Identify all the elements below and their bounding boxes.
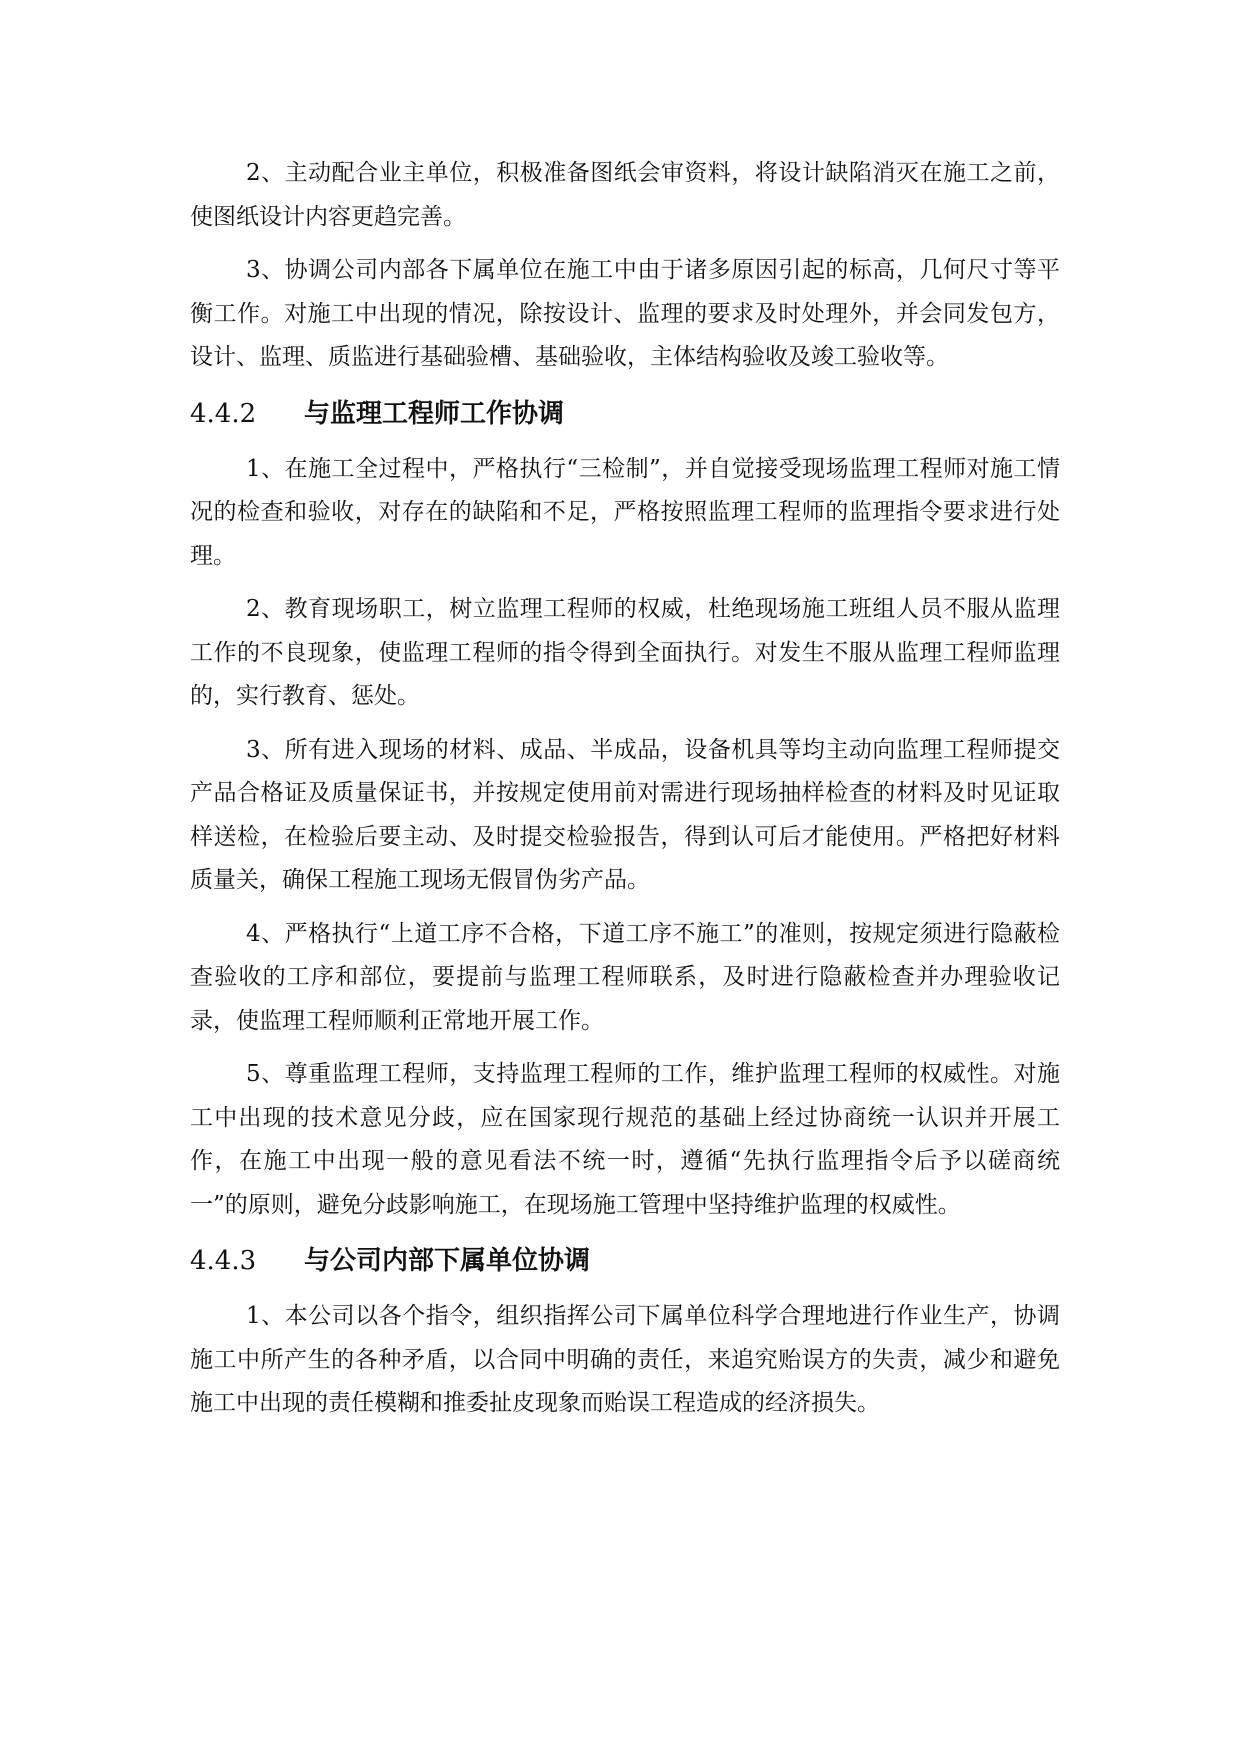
section-heading-4-4-2: [190, 390, 1060, 438]
paragraph: 1、在施工全过程中，严格执行“三检制”，并自觉接受现场监理工程师对施工情况的检查和验收，对存在的缺陷和不足，严格按照监理工程师的监理指令要求进行处理。: [190, 455, 1060, 569]
section-title: 与公司内部下属单位协调: [304, 1246, 591, 1276]
paragraph: 3、协调公司内部各下属单位在施工中由于诸多原因引起的标高，几何尺寸等平衡工作。对施工中出现的情况，除按设计、监理的要求及时处理外，并会同发包方，设计、监理、质监进行基础验槽、基础验收，主体结构验收及竣工验收等。: [190, 257, 1060, 370]
document-body: [190, 152, 1060, 1436]
section-number: 4.4.2: [190, 398, 257, 429]
section-title: 与监理工程师工作协调: [304, 398, 565, 429]
paragraph: 2、主动配合业主单位，积极准备图纸会审资料，将设计缺陷消灭在施工之前，使图纸设计内容更趋完善。: [190, 160, 1060, 230]
paragraph: 1、本公司以各个指令，组织指挥公司下属单位科学合理地进行作业生产，协调施工中所产生的各种矛盾，以合同中明确的责任，来追究贻误方的失责，减少和避免施工中出现的责任模糊和推委扯皮现象而贻误工程造成的经济损失。: [190, 1303, 1060, 1416]
paragraph: 5、尊重监理工程师，支持监理工程师的工作，维护监理工程师的权威性。对施工中出现的技术意见分歧，应在国家现行规范的基础上经过协商统一认识并开展工作，在施工中出现一般的意见看法不统一时，遵循“先执行监理指令后予以磋商统一”的原则，避免分歧影响施工，在现场施工管理中坚持维护监理的权威性。: [190, 1061, 1060, 1218]
section-number: 4.4.3: [190, 1246, 257, 1276]
paragraph: 3、所有进入现场的材料、成品、半成品，设备机具等均主动向监理工程师提交产品合格证及质量保证书，并按规定使用前对需进行现场抽样检查的材料及时见证取样送检，在检验后要主动、及时提交检验报告，得到认可后才能使用。严格把好材料质量关，确保工程施工现场无假冒伪劣产品。: [190, 736, 1060, 893]
paragraph: 2、教育现场职工，树立监理工程师的权威，杜绝现场施工班组人员不服从监理工作的不良现象，使监理工程师的指令得到全面执行。对发生不服从监理工程师监理的，实行教育、惩处。: [190, 596, 1060, 709]
paragraph: 4、严格执行“上道工序不合格，下道工序不施工”的准则，按规定须进行隐蔽检查验收的工序和部位，要提前与监理工程师联系，及时进行隐蔽检查并办理验收记录，使监理工程师顺利正常地开展工作。: [190, 920, 1060, 1034]
section-heading-4-4-3: [190, 1237, 1060, 1285]
